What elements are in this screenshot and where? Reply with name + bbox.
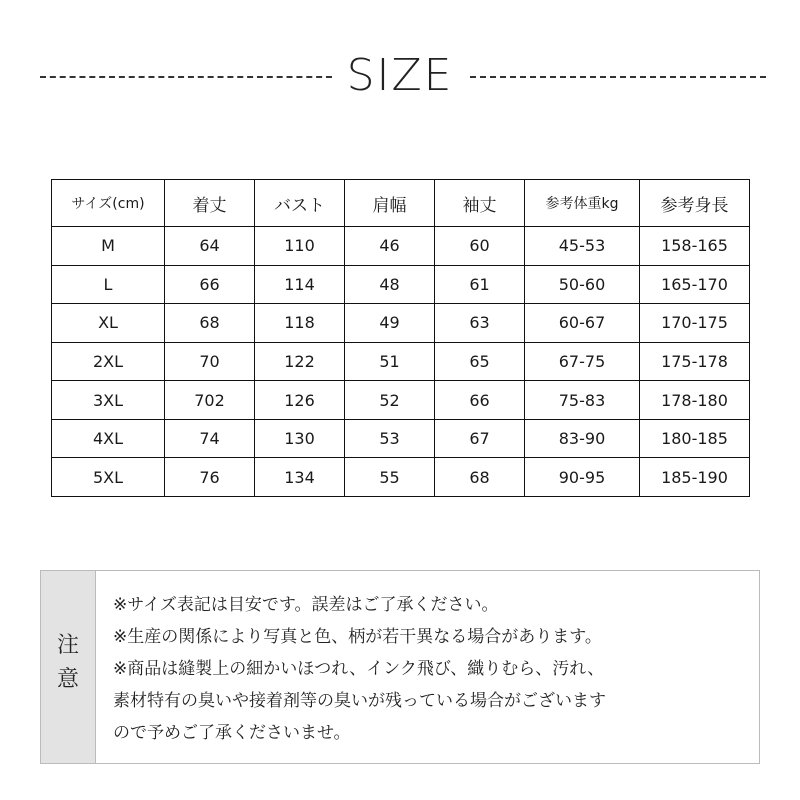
table-cell: 68 — [165, 304, 255, 343]
table-cell: 122 — [255, 342, 345, 381]
notice-line: ので予めご了承くださいませ。 — [113, 723, 351, 743]
table-cell: 180-185 — [640, 419, 750, 458]
table-row — [52, 265, 750, 304]
header-sleeve: 袖丈 — [435, 180, 525, 227]
table-cell: 74 — [165, 419, 255, 458]
table-cell: 45-53 — [525, 227, 640, 266]
table-cell: 64 — [165, 227, 255, 266]
table-cell: 130 — [255, 419, 345, 458]
table-cell: 75-83 — [525, 381, 640, 420]
table-cell: L — [52, 265, 165, 304]
table-cell: 60-67 — [525, 304, 640, 343]
header-length: 着丈 — [165, 180, 255, 227]
table-cell: 53 — [345, 419, 435, 458]
notice-line: ※生産の関係により写真と色、柄が若干異なる場合があります。 — [113, 627, 602, 647]
table-cell: 66 — [165, 265, 255, 304]
notice-label — [41, 629, 95, 697]
notice-label-char: 意 — [56, 667, 79, 692]
table-cell: M — [52, 227, 165, 266]
table-cell: 170-175 — [640, 304, 750, 343]
notice-line: ※サイズ表記は目安です。誤差はご了承ください。 — [113, 595, 499, 615]
table-cell: 67 — [435, 419, 525, 458]
notice-label-char: 注 — [56, 633, 79, 658]
table-cell: 49 — [345, 304, 435, 343]
table-cell: 185-190 — [640, 458, 750, 497]
table-cell: 83-90 — [525, 419, 640, 458]
header-size: サイズ(cm) — [52, 180, 165, 227]
table-cell: 2XL — [52, 342, 165, 381]
table-cell: 76 — [165, 458, 255, 497]
table-cell: 5XL — [52, 458, 165, 497]
dashed-line-right — [470, 76, 766, 78]
table-cell: XL — [52, 304, 165, 343]
table-cell: 114 — [255, 265, 345, 304]
size-table — [51, 179, 750, 497]
table-cell: 48 — [345, 265, 435, 304]
notice-line: 素材特有の臭いや接着剤等の臭いが残っている場合がございます — [113, 691, 606, 711]
header-shoulder: 肩幅 — [345, 180, 435, 227]
table-cell: 4XL — [52, 419, 165, 458]
header-height: 参考身長 — [640, 180, 750, 227]
table-cell: 702 — [165, 381, 255, 420]
notice-text — [113, 589, 753, 749]
table-cell: 65 — [435, 342, 525, 381]
size-header — [0, 48, 800, 104]
table-cell: 52 — [345, 381, 435, 420]
table-cell: 165-170 — [640, 265, 750, 304]
table-row — [52, 342, 750, 381]
table-cell: 67-75 — [525, 342, 640, 381]
table-cell: 46 — [345, 227, 435, 266]
table-cell: 60 — [435, 227, 525, 266]
header-weight: 参考体重kg — [525, 180, 640, 227]
table-cell: 175-178 — [640, 342, 750, 381]
header-bust: バスト — [255, 180, 345, 227]
table-cell: 63 — [435, 304, 525, 343]
table-cell: 3XL — [52, 381, 165, 420]
table-cell: 70 — [165, 342, 255, 381]
table-cell: 61 — [435, 265, 525, 304]
table-row — [52, 458, 750, 497]
page-title: SIZE — [346, 50, 454, 101]
table-cell: 118 — [255, 304, 345, 343]
table-cell: 68 — [435, 458, 525, 497]
table-row — [52, 304, 750, 343]
table-cell: 134 — [255, 458, 345, 497]
table-row — [52, 381, 750, 420]
table-cell: 158-165 — [640, 227, 750, 266]
table-cell: 90-95 — [525, 458, 640, 497]
table-cell: 51 — [345, 342, 435, 381]
dashed-line-left — [40, 76, 332, 78]
notice-label-panel — [41, 571, 96, 763]
table-cell: 126 — [255, 381, 345, 420]
notice-box — [40, 570, 760, 764]
table-header-row — [52, 180, 750, 227]
table-row — [52, 419, 750, 458]
table-cell: 110 — [255, 227, 345, 266]
notice-line: ※商品は縫製上の細かいほつれ、インク飛び、織りむら、汚れ、 — [113, 659, 605, 679]
table-cell: 55 — [345, 458, 435, 497]
table-cell: 50-60 — [525, 265, 640, 304]
table-row — [52, 227, 750, 266]
table-cell: 178-180 — [640, 381, 750, 420]
table-cell: 66 — [435, 381, 525, 420]
